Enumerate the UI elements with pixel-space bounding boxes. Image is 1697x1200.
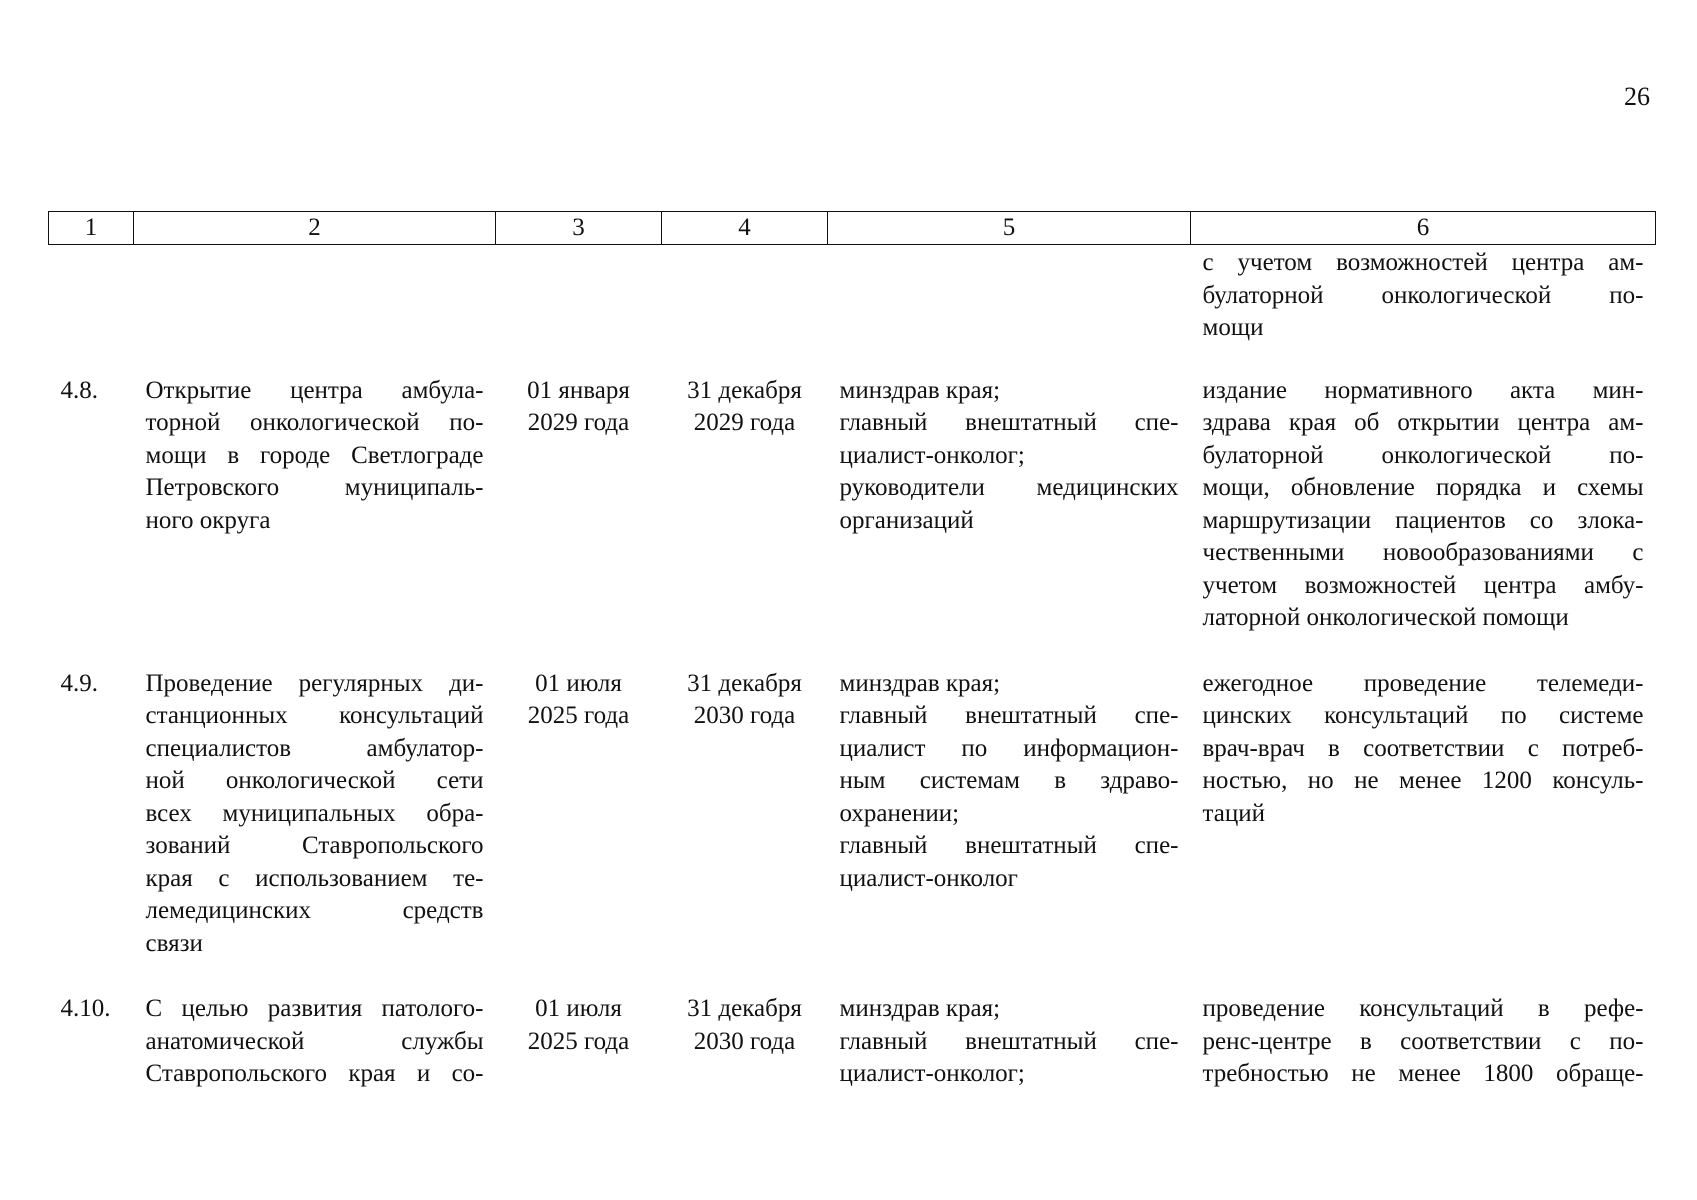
text-line: циалист-онколог;	[839, 441, 1025, 469]
text-line: латорной онкологической помощи	[1202, 604, 1569, 631]
text-line: станционных консультаций	[145, 702, 484, 729]
text-line: всех муниципальных обра-	[145, 799, 484, 827]
end-date-cell	[662, 668, 828, 994]
text-line: главный внештатный спе-	[839, 409, 1179, 436]
text-line: 01 января	[527, 376, 630, 404]
text-line: главный внештатный спе-	[839, 1027, 1179, 1055]
text-line: специалистов амбулатор-	[145, 734, 484, 762]
text-line: минздрав края;	[839, 669, 1001, 697]
text-line: С целью развития патолого-	[145, 995, 484, 1022]
responsible-cell	[828, 668, 1191, 994]
text-line: 01 июля	[535, 995, 622, 1022]
text-line: булаторной онкологической по-	[1202, 441, 1644, 469]
text-line: ностью, но не менее 1200 консуль-	[1202, 767, 1644, 794]
column-header-4: 4	[662, 212, 828, 245]
text-line: руководители медицинских	[839, 474, 1179, 501]
text-line: 2029 года	[527, 409, 630, 436]
result-cell	[1191, 375, 1656, 668]
row-number: 4.9.	[60, 669, 98, 697]
page-number: 26	[1624, 82, 1650, 111]
event-cell	[134, 993, 496, 1091]
text-line: главный внештатный спе-	[839, 832, 1179, 859]
text-line: минздрав края;	[839, 995, 1001, 1022]
text-line: мощи, обновление порядка и схемы	[1202, 474, 1644, 501]
text-line: ежегодное проведение телемеди-	[1202, 669, 1644, 697]
event-cell	[134, 668, 496, 994]
row-number: 4.8.	[60, 376, 98, 404]
continuation-result	[1191, 245, 1656, 375]
column-number-header	[49, 212, 1656, 245]
text-line: требностью не менее 1800 обраще-	[1202, 1060, 1644, 1087]
start-date-cell	[496, 993, 662, 1091]
text-line: проведение консультаций в рефе-	[1202, 995, 1644, 1022]
text-line: с учетом возможностей центра ам-	[1202, 249, 1644, 276]
text-line: охранении;	[839, 799, 960, 827]
text-line: чественными новообразованиями с	[1202, 539, 1644, 566]
text-line: циалист-онколог;	[839, 1060, 1025, 1087]
text-line: маршрутизации пациентов со злока-	[1202, 506, 1644, 534]
text-line: ренс-центре в соответствии с по-	[1202, 1027, 1644, 1055]
column-header-5: 5	[828, 212, 1191, 245]
text-line: края с использованием те-	[145, 864, 484, 892]
table-row-4-10	[49, 993, 1656, 1091]
text-line: 2030 года	[693, 1027, 796, 1055]
table-row-4-9	[49, 668, 1656, 994]
text-line: врач-врач в соответствии с потреб-	[1202, 734, 1644, 762]
text-line: организаций	[839, 506, 974, 534]
responsible-cell	[828, 375, 1191, 668]
text-line: 01 июля	[535, 669, 622, 697]
text-line: 2025 года	[527, 702, 630, 729]
text-line: ным системам в здраво-	[839, 767, 1179, 794]
end-date-cell	[662, 375, 828, 668]
result-cell	[1191, 668, 1656, 994]
column-header-3: 3	[496, 212, 662, 245]
column-header-6: 6	[1191, 212, 1656, 245]
text-line: Ставропольского края и со-	[145, 1060, 484, 1087]
event-cell	[134, 375, 496, 668]
text-line: ной онкологической сети	[145, 767, 484, 794]
text-line: Петровского муниципаль-	[145, 474, 484, 501]
start-date-cell	[496, 375, 662, 668]
text-line: цинских консультаций по системе	[1202, 702, 1644, 729]
text-line: связи	[145, 929, 203, 957]
text-line: 2029 года	[693, 409, 796, 436]
text-line: 2030 года	[693, 702, 796, 729]
text-line: издание нормативного акта мин-	[1202, 376, 1644, 404]
text-line: циалист по информацион-	[839, 734, 1179, 762]
end-date-cell	[662, 993, 828, 1091]
text-line: 31 декабря	[687, 995, 802, 1022]
text-line: ного округа	[145, 506, 271, 534]
row-number: 4.10.	[60, 995, 111, 1022]
measures-table	[48, 211, 1656, 1091]
column-header-2: 2	[134, 212, 496, 245]
text-line: 31 декабря	[687, 376, 802, 404]
text-line: Открытие центра амбула-	[145, 376, 484, 404]
text-line: мощи	[1202, 314, 1264, 341]
text-line: циалист-онколог	[839, 864, 1018, 892]
responsible-cell	[828, 993, 1191, 1091]
text-line: лемедицинских средств	[145, 897, 484, 924]
table-row-4-8	[49, 375, 1656, 668]
text-line: зований Ставропольского	[145, 832, 484, 859]
text-line: здрава края об открытии центра ам-	[1202, 409, 1644, 436]
text-line: мощи в городе Светлограде	[145, 441, 484, 469]
start-date-cell	[496, 668, 662, 994]
text-line: Проведение регулярных ди-	[145, 669, 484, 697]
text-line: 31 декабря	[687, 669, 802, 697]
result-cell	[1191, 993, 1656, 1091]
text-line: учетом возможностей центра амбу-	[1202, 571, 1644, 599]
text-line: анатомической службы	[145, 1027, 484, 1055]
text-line: 2025 года	[527, 1027, 630, 1055]
column-header-1: 1	[49, 212, 134, 245]
continuation-row	[49, 245, 1656, 375]
text-line: булаторной онкологической по-	[1202, 281, 1644, 309]
text-line: главный внештатный спе-	[839, 702, 1179, 729]
text-line: торной онкологической по-	[145, 409, 484, 436]
text-line: таций	[1202, 799, 1265, 827]
text-line: минздрав края;	[839, 376, 1001, 404]
